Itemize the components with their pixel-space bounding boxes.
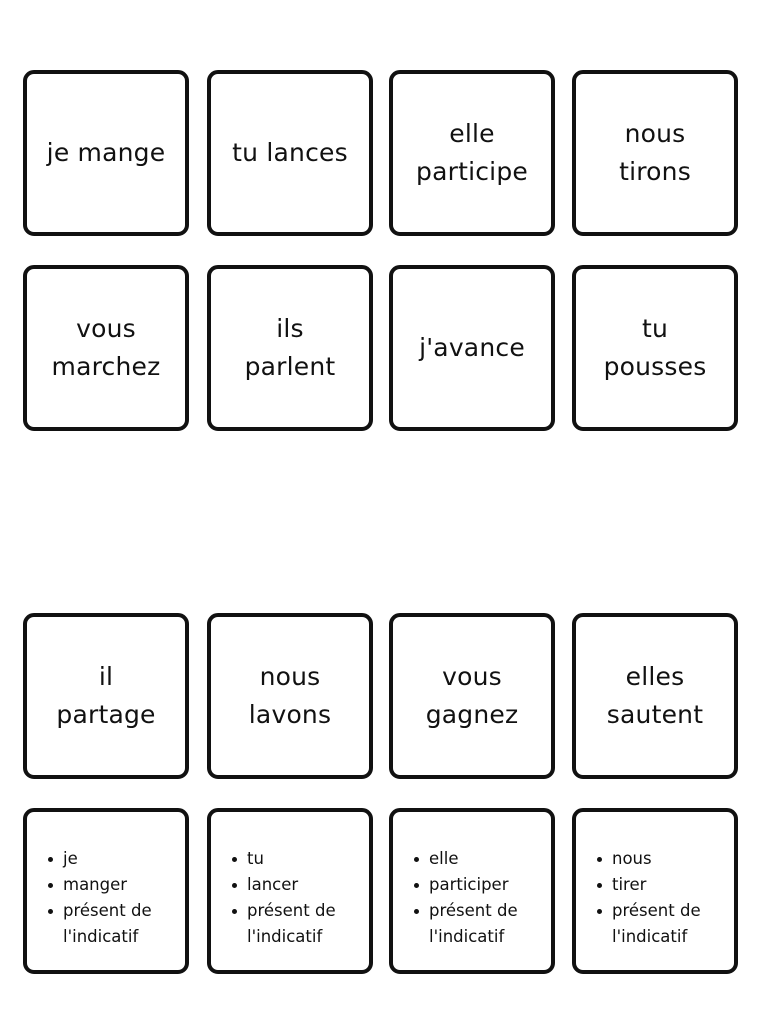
verb-card (572, 70, 738, 236)
pronoun-item: nous (612, 846, 701, 872)
card-text: nous lavons (248, 662, 332, 729)
card-text: tu lances (232, 138, 348, 167)
verb-card (572, 265, 738, 431)
card-text: tu pousses (603, 314, 707, 381)
info-list (211, 812, 336, 950)
verb-card (207, 265, 373, 431)
infinitive-item: lancer (247, 872, 336, 898)
card-row-1 (0, 70, 768, 244)
pronoun-item: tu (247, 846, 336, 872)
info-list (393, 812, 518, 950)
verb-card (389, 613, 555, 779)
info-card (207, 808, 373, 974)
info-card (572, 808, 738, 974)
verb-card (23, 613, 189, 779)
infinitive-item: participer (429, 872, 518, 898)
pronoun-item: elle (429, 846, 518, 872)
card-text: il partage (56, 662, 156, 729)
tense-line-2: l'indicatif (612, 927, 688, 946)
info-card (23, 808, 189, 974)
verb-card (207, 70, 373, 236)
tense-line-1: présent de (612, 901, 701, 920)
verb-card (207, 613, 373, 779)
card-text: je mange (46, 138, 166, 167)
card-text: vous marchez (51, 314, 161, 381)
card-text: ils parlent (244, 314, 336, 381)
verb-card (389, 265, 555, 431)
tense-line-2: l'indicatif (63, 927, 139, 946)
card-row-3 (0, 613, 768, 787)
pronoun-item: je (63, 846, 152, 872)
tense-line-1: présent de (63, 901, 152, 920)
card-text: nous tirons (619, 119, 691, 186)
verb-card (389, 70, 555, 236)
verb-card (23, 70, 189, 236)
card-row-2 (0, 265, 768, 439)
card-text: j'avance (419, 333, 525, 362)
card-text: elle participe (416, 119, 528, 186)
tense-line-2: l'indicatif (247, 927, 323, 946)
verb-card (23, 265, 189, 431)
verb-card (572, 613, 738, 779)
info-list (576, 812, 701, 950)
tense-item (429, 898, 518, 950)
info-card-row (0, 808, 768, 982)
tense-item (612, 898, 701, 950)
info-card (389, 808, 555, 974)
tense-line-1: présent de (429, 901, 518, 920)
tense-line-1: présent de (247, 901, 336, 920)
tense-line-2: l'indicatif (429, 927, 505, 946)
infinitive-item: manger (63, 872, 152, 898)
tense-item (247, 898, 336, 950)
card-text: elles sautent (606, 662, 704, 729)
card-text: vous gagnez (425, 662, 519, 729)
tense-item (63, 898, 152, 950)
infinitive-item: tirer (612, 872, 701, 898)
info-list (27, 812, 152, 950)
